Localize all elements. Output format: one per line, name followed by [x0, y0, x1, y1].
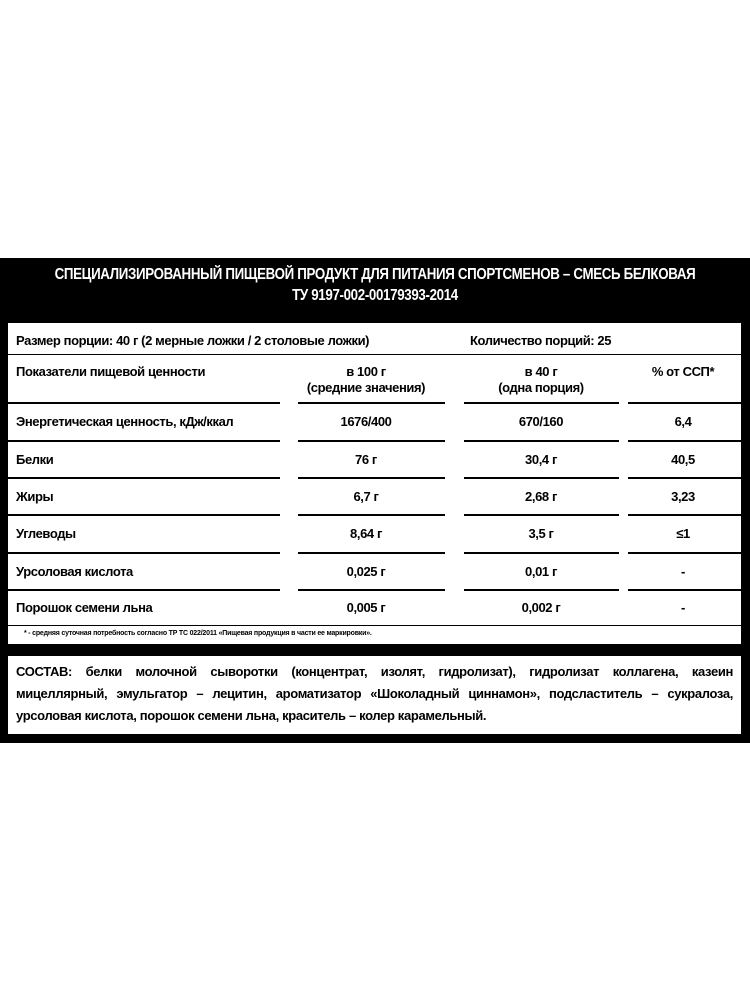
footnote: * - средняя суточная потребность согласно ТР ТС 022/2011 «Пищевая продукция в части ее маркировки».	[24, 630, 372, 637]
header-daily-value: % от ССП*	[651, 364, 715, 379]
row-per40: 670/160	[518, 414, 564, 429]
composition-panel	[8, 656, 741, 734]
serving-size: Размер порции: 40 г (2 мерные ложки / 2 столовые ложки)	[16, 333, 370, 348]
row-daily-value: ≤1	[676, 526, 690, 541]
row-per100: 0,005 г	[346, 600, 386, 615]
row-per100: 6,7 г	[353, 489, 379, 504]
row-per100: 0,025 г	[346, 564, 386, 579]
serving-count: Количество порций: 25	[470, 333, 612, 348]
row-name: Энергетическая ценность, кДж/ккал	[16, 414, 234, 429]
composition-text: мицеллярный, эмульгатор – лецитин, ароматизатор «Шоколадный циннамон», подсластитель – сукралоза,	[16, 686, 733, 701]
row-name: Жиры	[16, 489, 54, 504]
header-nutrient: Показатели пищевой ценности	[16, 364, 206, 379]
composition-text: СОСТАВ: белки молочной сыворотки (концентрат, изолят, гидролизат), гидролизат коллагена, казеин	[16, 664, 733, 679]
row-daily-value: 40,5	[671, 452, 695, 467]
row-daily-value: 3,23	[671, 489, 695, 504]
header-per40: в 40 г	[524, 364, 558, 379]
row-per40: 3,5 г	[528, 526, 554, 541]
nutrition-panel	[8, 323, 741, 644]
row-name: Порошок семени льна	[16, 600, 153, 615]
divider	[8, 354, 741, 355]
row-name: Урсоловая кислота	[16, 564, 133, 579]
row-per100: 1676/400	[340, 414, 392, 429]
product-standard-code: ТУ 9197-002-00179393-2014	[292, 287, 458, 304]
row-per40: 0,01 г	[525, 564, 557, 579]
product-title: СПЕЦИАЛИЗИРОВАННЫЙ ПИЩЕВОЙ ПРОДУКТ ДЛЯ ПИТАНИЯ СПОРТСМЕНОВ – СМЕСЬ БЕЛКОВАЯ	[54, 266, 696, 283]
row-name: Углеводы	[16, 526, 76, 541]
row-per40: 2,68 г	[525, 489, 557, 504]
row-daily-value: -	[681, 600, 685, 615]
row-per40: 30,4 г	[525, 452, 557, 467]
row-per100: 76 г	[355, 452, 377, 467]
header-per40-note: (одна порция)	[498, 380, 584, 395]
divider	[8, 625, 741, 626]
composition-text: урсоловая кислота, порошок семени льна, краситель – колер карамельный.	[16, 708, 487, 723]
row-daily-value: -	[681, 564, 685, 579]
header-per100: в 100 г	[346, 364, 386, 379]
row-name: Белки	[16, 452, 54, 467]
header-per100-note: (средние значения)	[306, 380, 426, 395]
row-per40: 0,002 г	[521, 600, 561, 615]
row-per100: 8,64 г	[350, 526, 382, 541]
row-daily-value: 6,4	[674, 414, 692, 429]
